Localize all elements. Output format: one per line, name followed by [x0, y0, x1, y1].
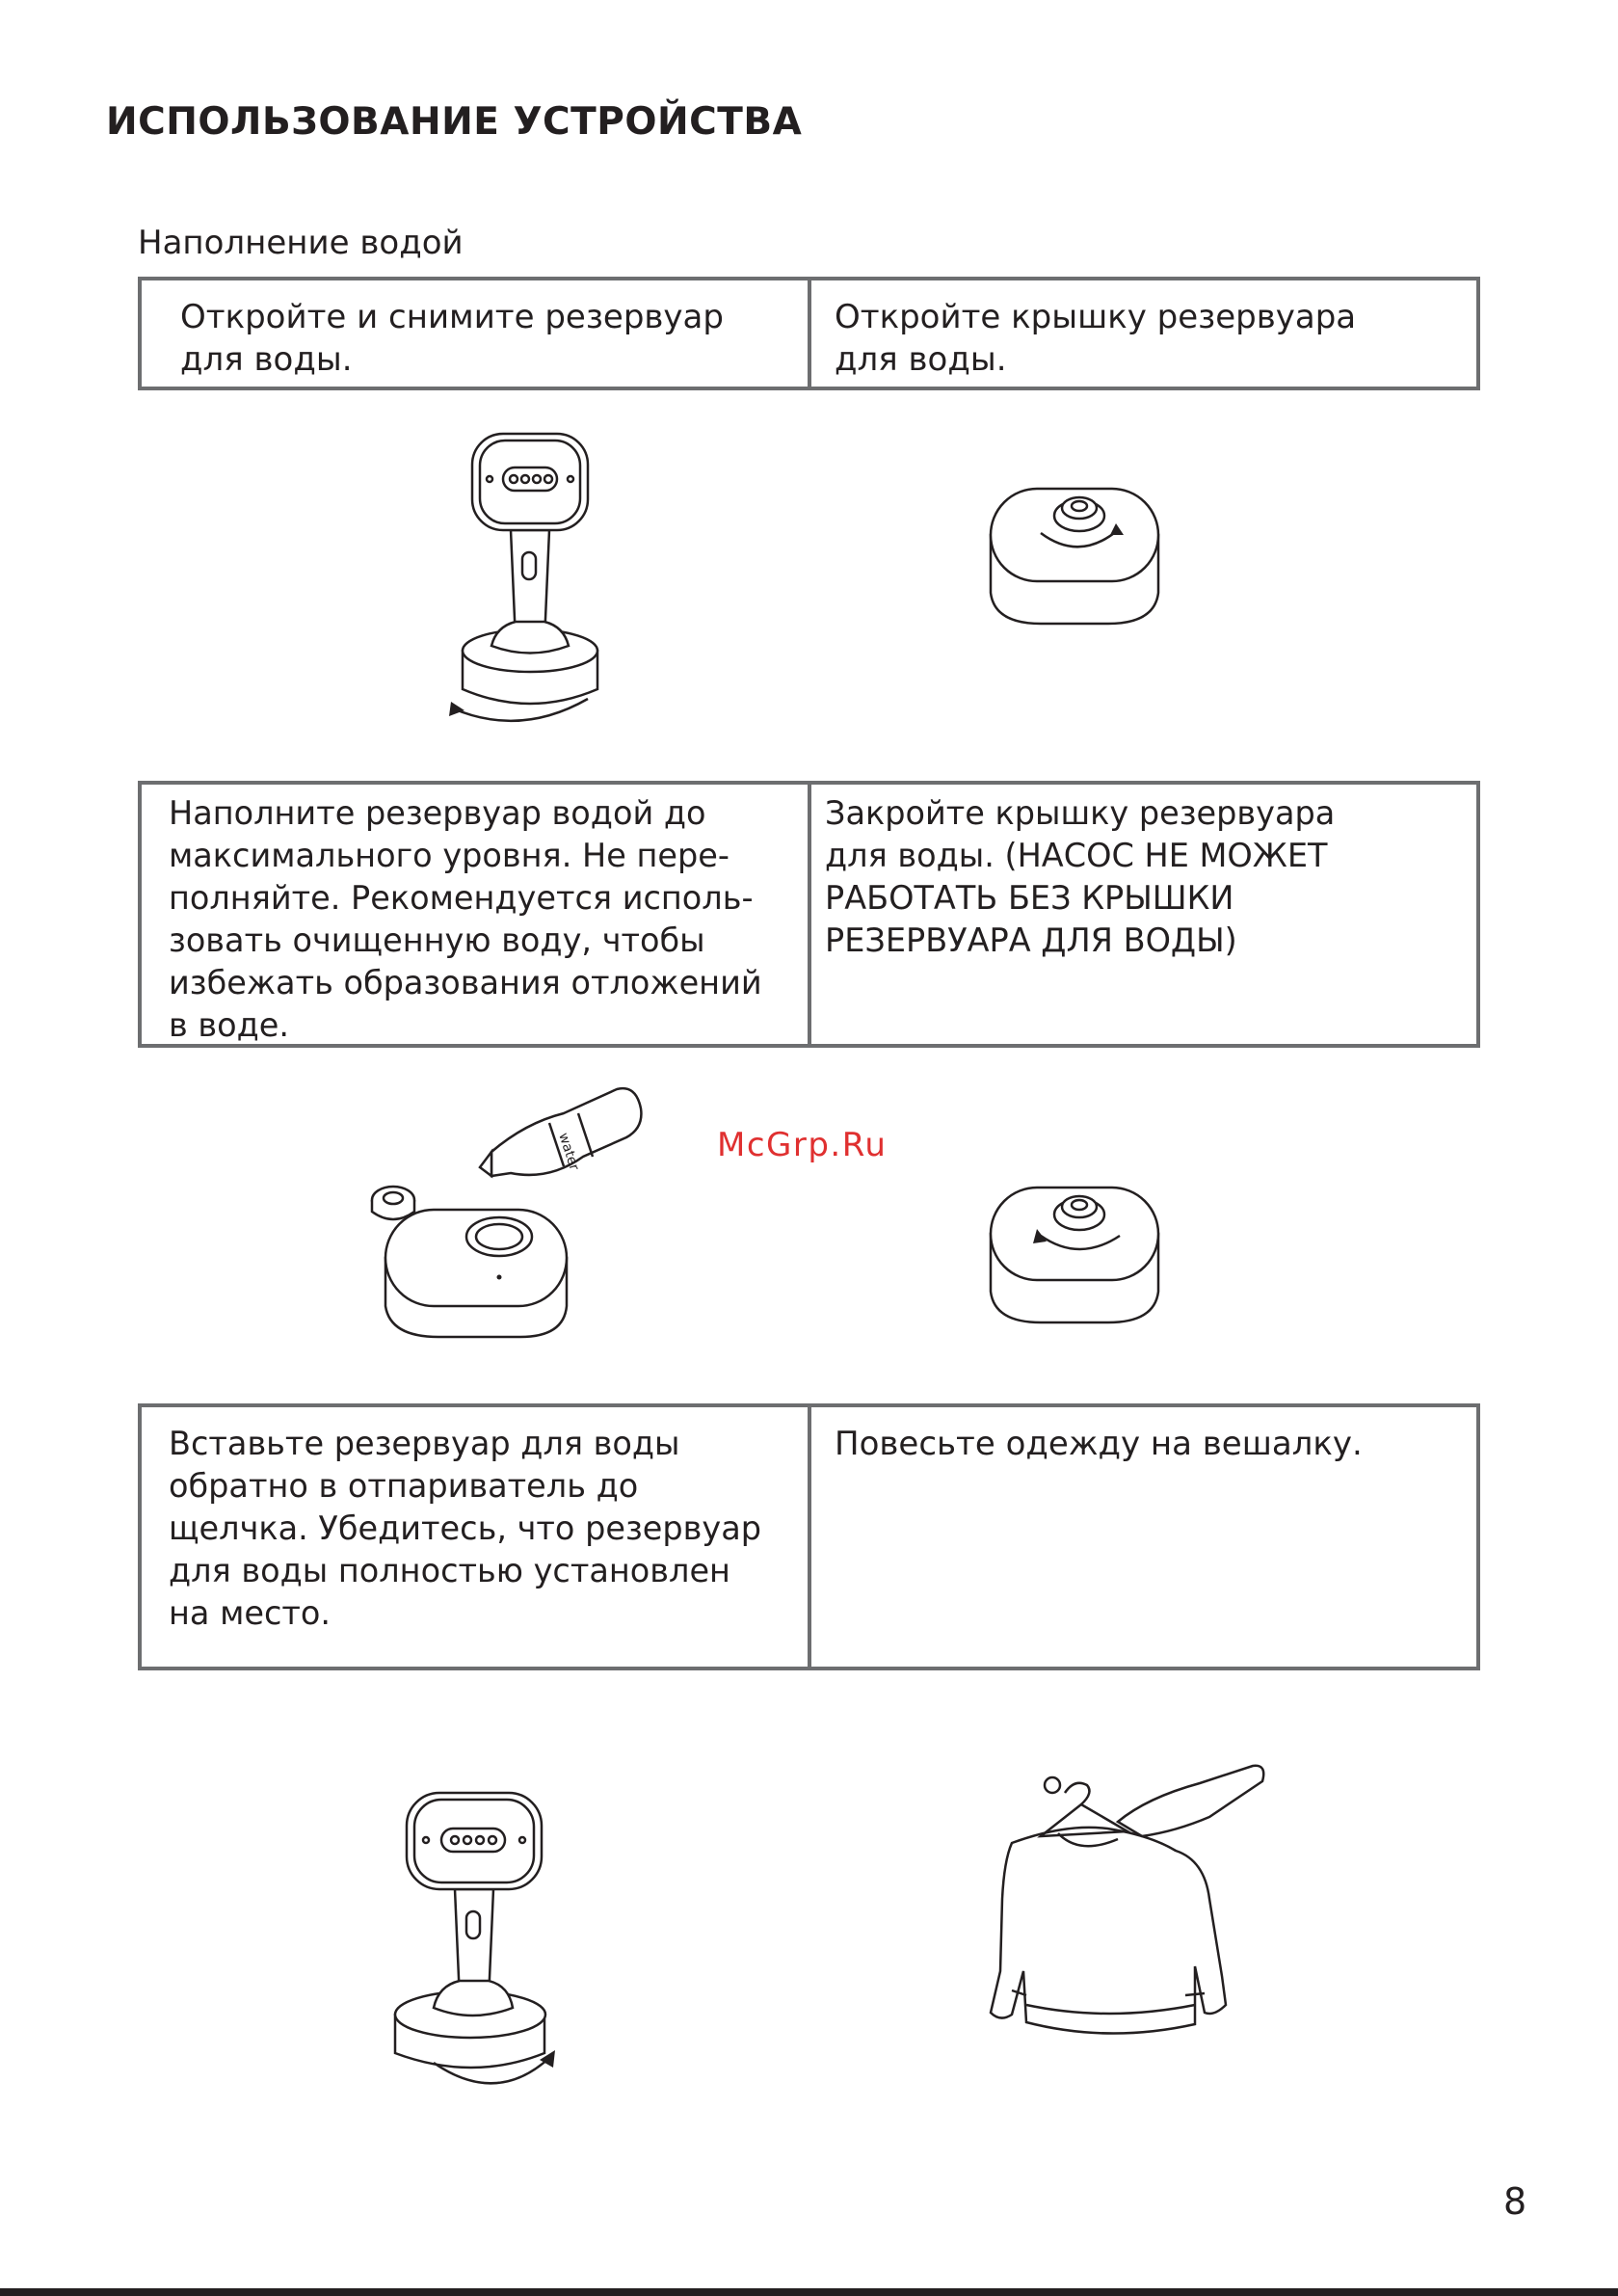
step-open-tank-lid: Откройте крышку резервуара для воды. [835, 298, 1357, 379]
clothes-on-hanger-illustration [973, 1764, 1272, 2072]
steamer-insert-tank-illustration [385, 1788, 569, 2096]
step-insert-tank: Вставьте резервуар для воды обратно в отпариватель до щелчка. Убедитесь, что резервуар для воды полностью установлен на место. [142, 1407, 811, 1667]
step-open-remove-tank: Откройте и снимите резервуар для воды. [142, 280, 811, 387]
steamer-remove-tank-illustration [443, 429, 617, 737]
instruction-table-1 [138, 277, 1480, 390]
step-close-tank-lid: Закройте крышку резервуара для воды. (НАСОС НЕ МОЖЕТ РАБОТАТЬ БЕЗ КРЫШКИ РЕЗЕРВУАРА ДЛЯ ВОДЫ) [825, 794, 1336, 959]
section-subtitle: Наполнение водой [138, 224, 464, 262]
instruction-table-3 [138, 1403, 1480, 1670]
open-tank-lid-illustration [983, 477, 1166, 631]
page-title: ИСПОЛЬЗОВАНИЕ УСТРОЙСТВА [106, 100, 803, 144]
bottom-rule [0, 2288, 1618, 2296]
watermark: McGrp.Ru [717, 1126, 888, 1164]
close-tank-lid-illustration [983, 1176, 1166, 1330]
bottle-label: water [555, 1131, 582, 1173]
instruction-table-2 [138, 781, 1480, 1048]
page-number: 8 [1503, 2180, 1527, 2223]
step-hang-clothes: Повесьте одежду на вешалку. [835, 1425, 1363, 1463]
fill-tank-illustration [357, 1084, 655, 1349]
step-fill-tank: Наполните резервуар водой до максимального уровня. Не пере- полняйте. Рекомендуется исполь- зовать очищенную воду, чтобы избежать образования отложений в воде. [142, 785, 811, 1044]
